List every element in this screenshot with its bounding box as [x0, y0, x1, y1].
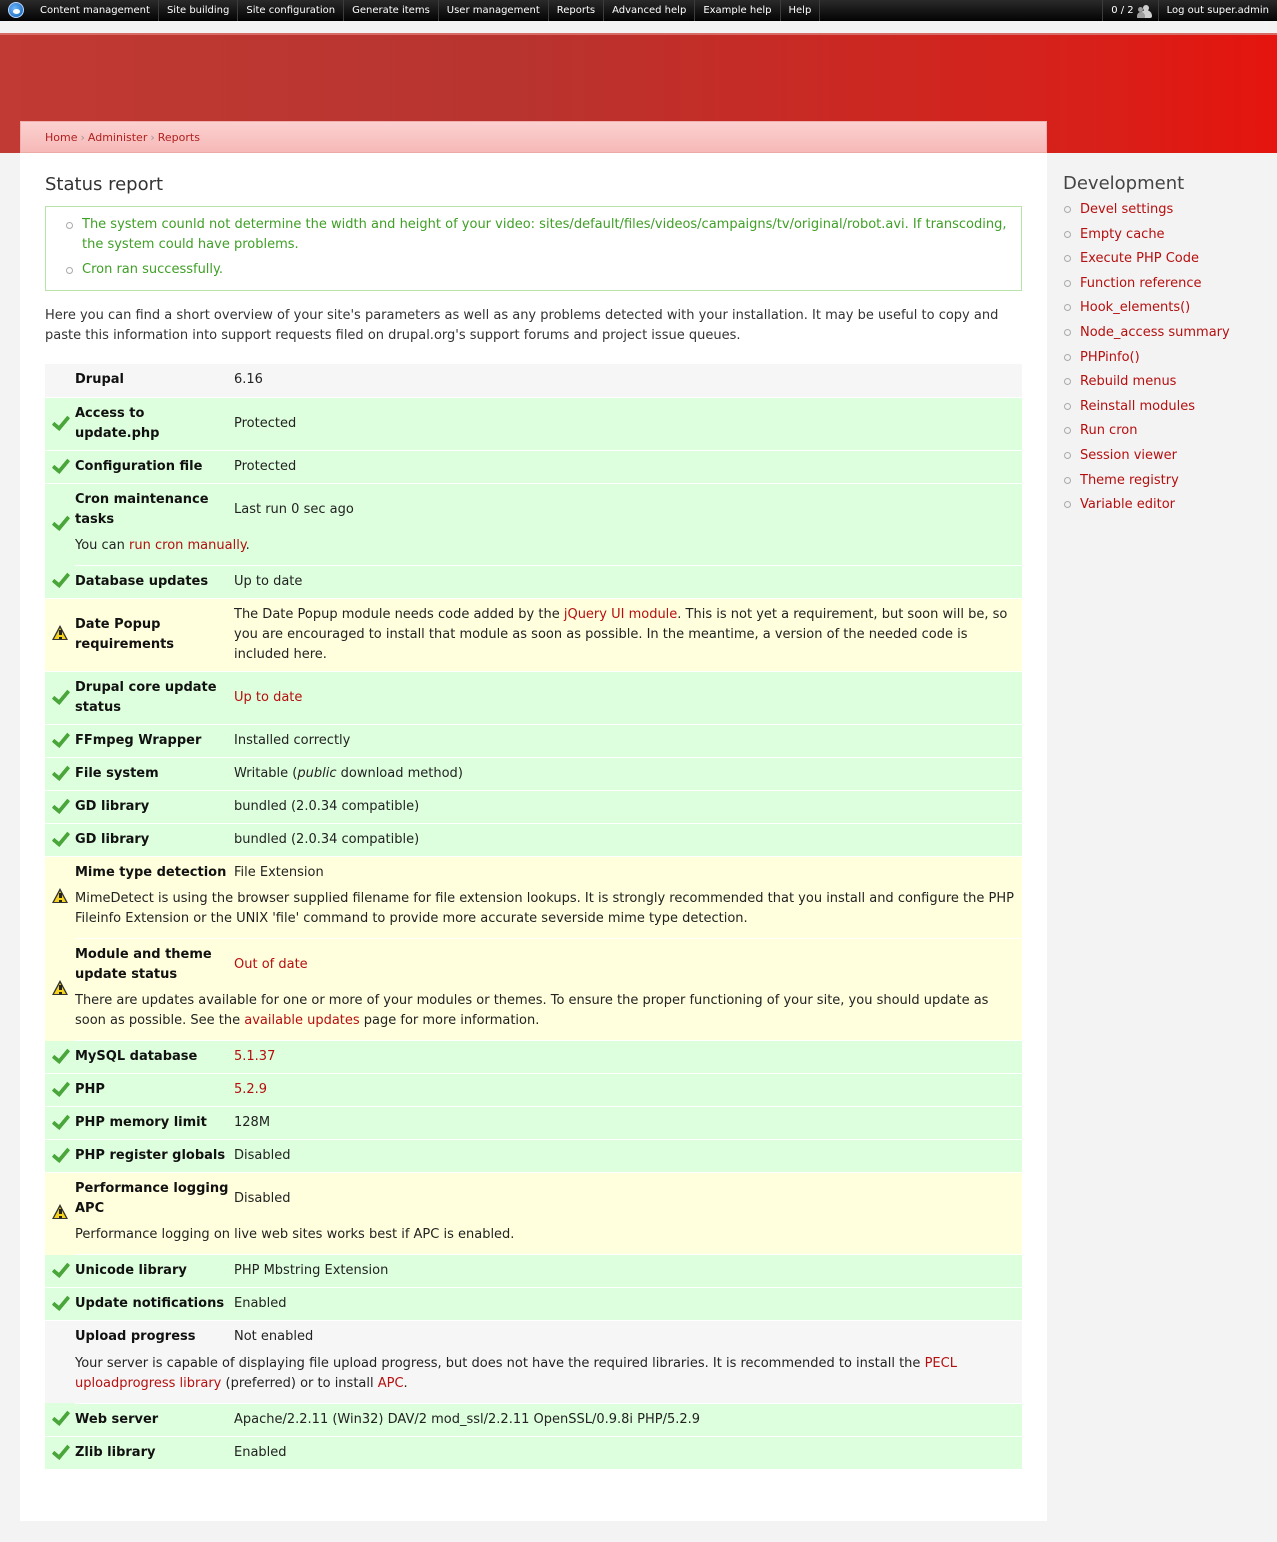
status-value-link[interactable]: 5.2.9 [234, 1082, 268, 1097]
status-value-text: Disabled [234, 1148, 291, 1163]
admin-menu-reports[interactable]: Reports [549, 0, 604, 21]
admin-menu-site-building[interactable]: Site building [159, 0, 238, 21]
status-value-text: Apache/2.2.11 (Win32) DAV/2 mod_ssl/2.2.11 OpenSSL/0.9.8i PHP/5.2.9 [234, 1411, 701, 1427]
status-title: Access to update.php [75, 397, 234, 450]
status-value [234, 1107, 1022, 1140]
status-row-database-updates [45, 565, 1022, 598]
status-icon-cell [45, 856, 75, 939]
status-description-text: Performance logging on live web sites works best if APC is enabled. [75, 1227, 515, 1242]
status-description-text: Your server is capable of displaying file upload progress, but does not have the required libraries. It is recommended to install the [75, 1355, 925, 1371]
status-value [234, 856, 1022, 889]
status-value-text: Writable ( [234, 765, 298, 781]
status-value-text: Enabled [234, 1296, 287, 1311]
status-icon-cell [45, 1140, 75, 1173]
status-row-unicode-library [45, 1255, 1022, 1288]
status-value [234, 671, 1022, 724]
status-row-php-memory-limit [45, 1107, 1022, 1140]
sidebar-link[interactable]: Execute PHP Code [1080, 251, 1199, 267]
status-icon-cell [45, 1255, 75, 1288]
users-icon [1137, 4, 1152, 18]
status-row-zlib-library [45, 1436, 1022, 1469]
check-icon [51, 413, 69, 431]
status-value-text: bundled (2.0.34 compatible) [234, 798, 420, 814]
sidebar-item-node-access-summary [1063, 323, 1263, 348]
warning-icon [52, 888, 69, 903]
status-value-link[interactable]: Up to date [234, 689, 303, 705]
status-value [234, 823, 1022, 856]
check-icon [51, 796, 69, 814]
status-value-text: bundled (2.0.34 compatible) [234, 831, 420, 847]
sidebar-item-variable-editor [1063, 495, 1263, 520]
status-value-text: Protected [234, 458, 297, 474]
admin-menu-items [32, 0, 820, 21]
sidebar-link[interactable]: Function reference [1080, 275, 1202, 291]
status-icon-cell [45, 671, 75, 724]
status-row-drupal [45, 364, 1022, 397]
status-icon-cell [45, 1436, 75, 1469]
status-description-link[interactable]: available updates [244, 1013, 360, 1028]
status-report-table [45, 364, 1022, 1470]
warning-icon [52, 980, 69, 995]
check-icon [51, 763, 69, 781]
status-title: Drupal core update status [75, 671, 234, 724]
status-row-upload-progress [45, 1321, 1022, 1354]
status-description [75, 1225, 1022, 1255]
status-description-text: You can [75, 537, 130, 553]
status-row-description [45, 889, 1022, 939]
status-icon-cell [45, 450, 75, 483]
status-value [234, 364, 1022, 397]
status-value [234, 565, 1022, 598]
status-value [234, 1403, 1022, 1436]
breadcrumb-home-link[interactable]: Home [45, 131, 78, 144]
status-icon-cell [45, 724, 75, 757]
status-row-module-and-theme-update-status [45, 939, 1022, 992]
status-row-description [45, 536, 1022, 566]
status-value [234, 598, 1022, 671]
warning-icon [52, 1204, 69, 1219]
sidebar-link[interactable]: Run cron [1080, 423, 1138, 439]
sidebar-link[interactable]: Rebuild menus [1080, 374, 1177, 390]
sidebar-link[interactable]: Devel settings [1080, 202, 1174, 217]
status-icon-cell [45, 598, 75, 671]
status-value [234, 1173, 1022, 1226]
warning-icon [52, 625, 69, 640]
status-title: Cron maintenance tasks [75, 483, 234, 536]
admin-menu-user-management[interactable]: User management [439, 0, 549, 21]
status-icon-cell [45, 939, 75, 1041]
sidebar-item-run-cron [1063, 421, 1263, 446]
sidebar-title: Development [1063, 173, 1185, 194]
status-icon-cell [45, 823, 75, 856]
status-row-file-system [45, 757, 1022, 790]
check-icon [51, 1293, 69, 1311]
status-value-link[interactable]: jQuery UI module [563, 606, 678, 622]
status-value-text: Disabled [234, 1191, 291, 1206]
sidebar-item-devel-settings [1063, 200, 1263, 225]
check-icon [51, 1112, 69, 1130]
status-title: GD library [75, 823, 234, 856]
check-icon [51, 513, 69, 531]
sidebar-item-hook-elements [1063, 298, 1263, 323]
status-value [234, 1321, 1022, 1354]
breadcrumb-reports-link[interactable]: Reports [157, 131, 200, 144]
admin-menu-help[interactable]: Help [781, 0, 821, 21]
status-row-mysql-database [45, 1041, 1022, 1074]
status-description-text: . [403, 1375, 408, 1391]
sidebar-item-theme-registry [1063, 471, 1263, 496]
sidebar-link[interactable]: Variable editor [1080, 497, 1176, 513]
status-title: Drupal [75, 364, 234, 397]
status-row-configuration-file [45, 450, 1022, 483]
sidebar-development-block [1063, 173, 1263, 520]
status-value [234, 1436, 1022, 1469]
status-title: Configuration file [75, 450, 234, 483]
breadcrumb-separator: › [80, 131, 85, 144]
status-value-emphasis: public [297, 765, 337, 781]
status-value-text: download method) [336, 765, 463, 781]
status-title: Update notifications [75, 1288, 234, 1321]
status-title: GD library [75, 790, 234, 823]
status-message: The system counld not determine the width and height of your video: sites/default/files/videos/campaigns/tv/original/robot.avi. If transcoding, the system could have problems. [82, 215, 1011, 255]
status-value-text: File Extension [234, 864, 324, 880]
status-value [234, 450, 1022, 483]
status-row-description [45, 991, 1022, 1041]
status-title: File system [75, 757, 234, 790]
admin-menu-content-management[interactable]: Content management [32, 0, 159, 21]
status-description [75, 991, 1022, 1041]
status-row-php-register-globals [45, 1140, 1022, 1173]
status-icon-cell [45, 1074, 75, 1107]
sidebar-item-execute-php-code [1063, 249, 1263, 274]
sidebar-item-reinstall-modules [1063, 397, 1263, 422]
status-title: Performance logging APC [75, 1173, 234, 1226]
check-icon [51, 1442, 69, 1460]
status-value [234, 939, 1022, 992]
status-description-link[interactable]: APC [377, 1375, 404, 1391]
admin-menu-right [1102, 0, 1277, 21]
status-title: PHP [75, 1074, 234, 1107]
status-value [234, 790, 1022, 823]
status-icon-cell [45, 1403, 75, 1436]
status-value [234, 1041, 1022, 1074]
status-description-text: . [245, 537, 250, 553]
status-value-text: 6.16 [234, 372, 263, 388]
status-value [234, 1255, 1022, 1288]
status-title: Web server [75, 1403, 234, 1436]
sidebar-item-phpinfo [1063, 348, 1263, 373]
status-title: MySQL database [75, 1041, 234, 1074]
status-icon-cell [45, 1321, 75, 1404]
status-title: Mime type detection [75, 856, 234, 889]
status-value-text: Protected [234, 415, 297, 431]
logout-link[interactable]: Log out super.admin [1158, 0, 1277, 21]
breadcrumb-separator: › [150, 131, 155, 144]
status-value-text: PHP Mbstring Extension [234, 1263, 389, 1278]
status-description-link[interactable]: run cron manually [129, 537, 246, 553]
status-description-text: (preferred) or to install [221, 1375, 378, 1391]
sidebar-link[interactable]: PHPinfo() [1080, 349, 1140, 365]
status-title: Database updates [75, 565, 234, 598]
status-title: PHP memory limit [75, 1107, 234, 1140]
status-row-description [45, 1225, 1022, 1255]
status-title: Zlib library [75, 1436, 234, 1469]
admin-menu-bar [0, 0, 1277, 21]
status-value-text: 128M [234, 1115, 271, 1130]
check-icon [51, 1145, 69, 1163]
status-value-text: The Date Popup module needs code added by the [234, 606, 564, 622]
status-icon-cell [45, 1173, 75, 1255]
status-row-web-server [45, 1403, 1022, 1436]
status-value-text: Enabled [234, 1444, 287, 1460]
status-row-php [45, 1074, 1022, 1107]
check-icon [51, 1260, 69, 1278]
status-value-text: Up to date [234, 573, 303, 589]
sidebar-link[interactable]: Session viewer [1080, 447, 1178, 463]
drupal-logo-icon[interactable] [8, 2, 24, 18]
sidebar-link[interactable]: Hook_elements() [1080, 300, 1191, 316]
status-value [234, 483, 1022, 536]
status-value-text: . This is not yet a requirement, but soon will be, so you are encouraged to install that module as soon as possible. In the meantime, a version of the needed code is included here. [234, 606, 1008, 662]
status-description [75, 536, 1022, 566]
status-message: Cron ran successfully. [82, 260, 1011, 280]
status-row-mime-type-detection [45, 856, 1022, 889]
status-row-access-to-update-php [45, 397, 1022, 450]
sidebar-link[interactable]: Empty cache [1080, 226, 1165, 242]
admin-menu-generate-items[interactable]: Generate items [344, 0, 439, 21]
status-value [234, 1074, 1022, 1107]
check-icon [51, 730, 69, 748]
status-description-text: MimeDetect is using the browser supplied filename for file extension lookups. It is strongly recommended that you install and configure the PHP Fileinfo Extension or the UNIX 'file' command to provide more accurate severside mime type detection. [75, 891, 1014, 926]
status-icon-cell [45, 483, 75, 565]
check-icon [51, 829, 69, 847]
sidebar-item-rebuild-menus [1063, 372, 1263, 397]
status-value [234, 757, 1022, 790]
status-value-link[interactable]: Out of date [234, 957, 308, 972]
check-icon [51, 1408, 69, 1426]
status-icon-cell [45, 1041, 75, 1074]
status-row-gd-library [45, 823, 1022, 856]
status-description [75, 889, 1022, 939]
status-row-gd-library [45, 790, 1022, 823]
sidebar-item-function-reference [1063, 274, 1263, 299]
status-title: Upload progress [75, 1321, 234, 1354]
sidebar-link[interactable]: Node_access summary [1080, 324, 1230, 340]
page-title: Status report [45, 174, 164, 195]
check-icon [51, 1046, 69, 1064]
check-icon [51, 1079, 69, 1097]
status-description-text: There are updates available for one or more of your modules or themes. To ensure the proper functioning of your site, you should update as soon as possible. See the [75, 993, 989, 1028]
status-icon-cell [45, 757, 75, 790]
status-row-drupal-core-update-status [45, 671, 1022, 724]
status-value [234, 397, 1022, 450]
sidebar-links [1063, 200, 1263, 520]
status-value-text: Last run 0 sec ago [234, 501, 354, 517]
main-content [45, 174, 1022, 1470]
check-icon [51, 687, 69, 705]
status-title: Module and theme update status [75, 939, 234, 992]
status-value [234, 724, 1022, 757]
status-value-text: Not enabled [234, 1329, 314, 1345]
status-title: FFmpeg Wrapper [75, 724, 234, 757]
status-description [75, 1354, 1022, 1404]
breadcrumb [20, 121, 1047, 153]
main-page-container [20, 121, 1047, 1521]
status-icon-cell [45, 397, 75, 450]
status-row-update-notifications [45, 1288, 1022, 1321]
status-description-link[interactable]: PECL uploadprogress library [75, 1355, 957, 1391]
status-icon-cell [45, 364, 75, 397]
status-row-date-popup-requirements [45, 598, 1022, 671]
check-icon [51, 456, 69, 474]
status-value [234, 1140, 1022, 1173]
status-value-link[interactable]: 5.1.37 [234, 1049, 276, 1064]
status-row-performance-logging-apc [45, 1173, 1022, 1226]
status-title: PHP register globals [75, 1140, 234, 1173]
status-title: Date Popup requirements [75, 598, 234, 671]
status-row-description [45, 1354, 1022, 1404]
status-messages [45, 206, 1022, 291]
status-row-cron-maintenance-tasks [45, 483, 1022, 536]
admin-menu-site-configuration[interactable]: Site configuration [238, 0, 344, 21]
admin-menu-advanced-help[interactable]: Advanced help [604, 0, 695, 21]
sidebar-item-session-viewer [1063, 446, 1263, 471]
sidebar-link[interactable]: Theme registry [1080, 472, 1179, 488]
users-count: 0 / 2 [1111, 5, 1134, 16]
breadcrumb-administer-link[interactable]: Administer [87, 131, 148, 144]
status-title: Unicode library [75, 1255, 234, 1288]
sidebar-item-empty-cache [1063, 225, 1263, 250]
status-value [234, 1288, 1022, 1321]
status-icon-cell [45, 790, 75, 823]
status-icon-cell [45, 1288, 75, 1321]
sidebar-link[interactable]: Reinstall modules [1080, 398, 1195, 414]
admin-menu-example-help[interactable]: Example help [695, 0, 780, 21]
status-icon-cell [45, 565, 75, 598]
status-description-text: page for more information. [359, 1013, 540, 1028]
status-icon-cell [45, 1107, 75, 1140]
status-value-text: Installed correctly [234, 732, 351, 748]
status-row-ffmpeg-wrapper [45, 724, 1022, 757]
users-online-counter[interactable] [1102, 0, 1157, 21]
intro-text: Here you can find a short overview of your site's parameters as well as any problems detected with your installation. It may be useful to copy and paste this information into support requests filed on drupal.org's support forums and project issue queues. [45, 308, 999, 343]
check-icon [51, 570, 69, 588]
